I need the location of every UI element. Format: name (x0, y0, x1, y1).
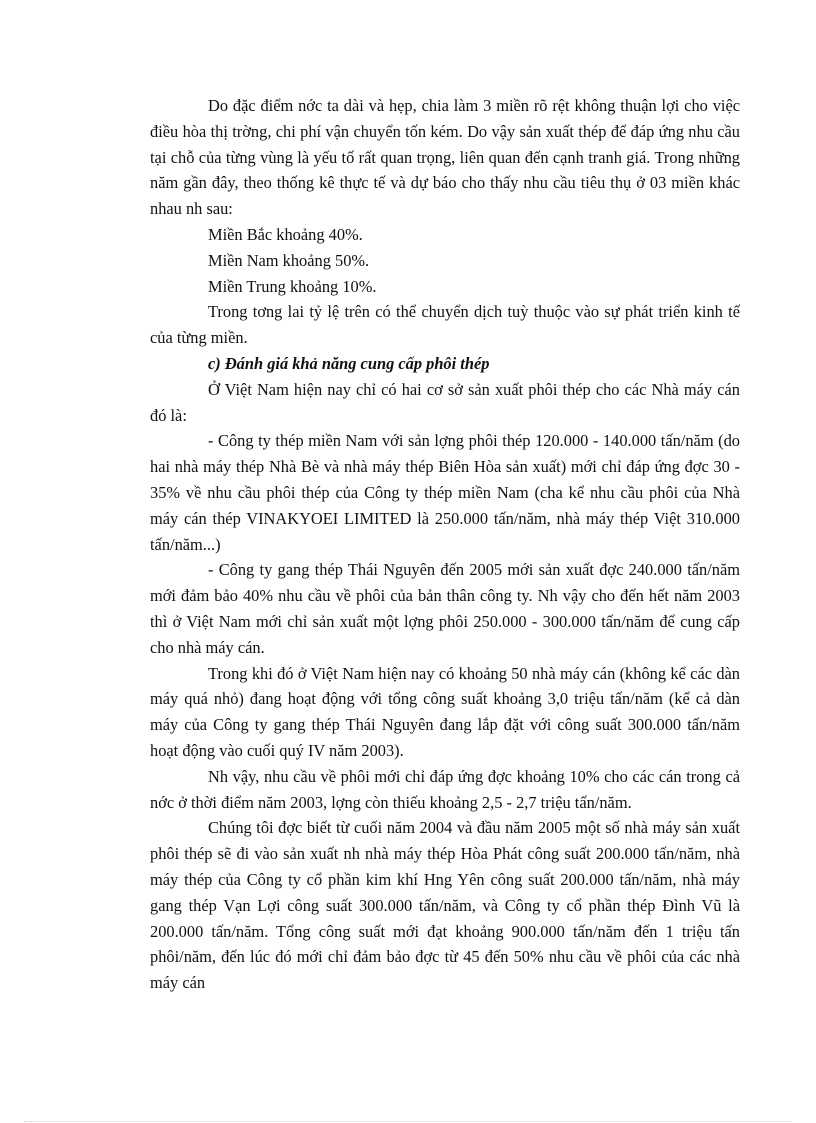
list-item-south: Miền Nam khoảng 50%. (208, 250, 370, 270)
document-body (150, 93, 740, 1003)
page-bottom-divider (24, 1121, 792, 1122)
paragraph-thai-nguyen: - Công ty gang thép Thái Nguyên đến 2005 mới sản xuất đợc 240.000 tấn/năm mới đảm bảo 40% nhu cầu về phôi của bản thân công ty. Nh vậy cho đến hết năm 2003 thì ở Việt Nam mới chỉ sản xuất một lợng phôi 250.000 - 300.000 tấn/năm để cung cấp cho nhà máy cán. (150, 560, 740, 657)
section-heading: c) Đánh giá khả năng cung cấp phôi thép (208, 353, 490, 373)
paragraph-producers-intro: Ở Việt Nam hiện nay chỉ có hai cơ sở sản xuất phôi thép cho các Nhà máy cán đó là: (150, 379, 740, 425)
paragraph-regional-demand: Do đặc điểm nớc ta dài và hẹp, chia làm 3 miền rõ rệt không thuận lợi cho việc điều hòa thị trờng, chi phí vận chuyển tốn kém. Do vậy sản xuất thép để đáp ứng nhu cầu tại chỗ của từng vùng là yếu tố rất quan trọng, liên quan đến cạnh tranh giá. Trong những năm gần đây, theo thống kê thực tế và dự báo cho thấy nhu cầu tiêu thụ ở 03 miền khác nhau nh sau: (150, 96, 740, 219)
list-item-central: Miền Trung khoảng 10%. (208, 276, 377, 296)
list-item-north: Miền Bắc khoảng 40%. (208, 224, 363, 244)
paragraph-future-shift: Trong tơng lai tỷ lệ trên có thể chuyển dịch tuỳ thuộc vào sự phát triển kinh tế của từng miền. (150, 302, 740, 348)
paragraph-new-capacity: Chúng tôi đợc biết từ cuối năm 2004 và đầu năm 2005 một số nhà máy sản xuất phôi thép sẽ đi vào sản xuất nh nhà máy thép Hòa Phát công suất 200.000 tấn/năm, nhà máy thép của Công ty cổ phần kim khí Hng Yên công suất 200.000 tấn/năm, nhà máy gang thép Vạn Lợi công suất 300.000 tấn/năm, và Công ty cổ phần thép Đình Vũ là 200.000 tấn/năm. Tổng công suất mới đạt khoảng 900.000 tấn/năm đến 1 triệu tấn phôi/năm, đến lúc đó mới chỉ đảm bảo đợc từ 45 đến 50% nhu cầu về phôi của các nhà máy cán (150, 818, 740, 993)
paragraph-southern-steel: - Công ty thép miền Nam với sản lợng phôi thép 120.000 - 140.000 tấn/năm (do hai nhà máy thép Nhà Bè và nhà máy thép Biên Hòa sản xuất) mới chỉ đáp ứng đợc 30 - 35% về nhu cầu phôi thép của Công ty thép miền Nam (cha kể nhu cầu phôi của Nhà máy cán thép VINAKYOEI LIMITED là 250.000 tấn/năm, nhà máy thép Việt 310.000 tấn/năm...) (150, 431, 740, 554)
paragraph-shortfall: Nh vậy, nhu cầu về phôi mới chỉ đáp ứng đợc khoảng 10% cho các cán trong cả nớc ở thời điểm năm 2003, lợng còn thiếu khoảng 2,5 - 2,7 triệu tấn/năm. (150, 766, 740, 812)
paragraph-rolling-mills: Trong khi đó ở Việt Nam hiện nay có khoảng 50 nhà máy cán (không kể các dàn máy quá nhỏ) đang hoạt động với tổng công suất khoảng 3,0 triệu tấn/năm (kể cả dàn máy của Công ty gang thép Thái Nguyên đang lắp đặt với công suất 300.000 tấn/năm hoạt động vào cuối quý IV năm 2003). (150, 663, 740, 760)
